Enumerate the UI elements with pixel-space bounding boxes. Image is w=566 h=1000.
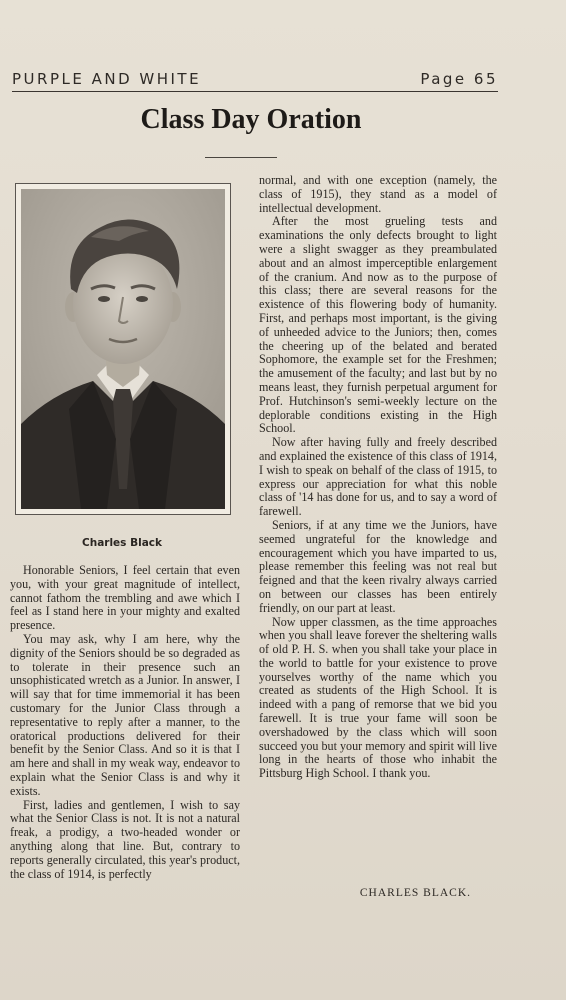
right-column bbox=[259, 174, 497, 781]
paragraph: First, ladies and gentlemen, I wish to say what the Senior Class is not. It is not a natural freak, a prodigy, a two-headed wonder or anything along that line. But, contrary to reports generally circulated, this year's product, the class of 1914, is perfectly bbox=[10, 797, 240, 881]
photo-caption: Charles Black bbox=[82, 537, 162, 549]
paragraph: After the most grueling tests and examinations the only defects brought to light were a slight swagger as they preambulated about and an almost imperceptible enlargement of the cranium. And now as to the purpose of this class; there are several reasons for the existence of this flowering body of humanity. First, and perhaps most important, is the giving of unheeded advice to the Juniors; then, comes the cheering up of the belated and berated Sophomore, the example set for the Freshmen; the amusement of the faculty; and last but by no means least, they furnish perpetual argument for Prof. Hutchinson's semi-weekly lecture on the deplorable conditions existing in the High School. bbox=[259, 214, 497, 436]
article-title: Class Day Oration bbox=[140, 104, 362, 135]
author-signature: CHARLES BLACK. bbox=[359, 887, 471, 899]
paragraph: Seniors, if at any time we the Juniors, have seemed ungrateful for the knowledge and encouragement which you have imparted to us, please remember this feeling was not real but feigned and that the keen rivalry always carried on between our classes has been entirely friendly, on our part at least. bbox=[259, 517, 497, 615]
paragraph: Honorable Seniors, I feel certain that even you, with your great magnitude of intellect, cannot fathom the trembling and awe which I feel as I stand here in your mighty and exalted presence. bbox=[10, 563, 240, 633]
portrait-photo bbox=[21, 189, 225, 509]
publication-name: PURPLE AND WHITE bbox=[12, 70, 202, 88]
portrait-illustration bbox=[21, 189, 225, 509]
paragraph: You may ask, why I am here, why the dignity of the Seniors should be so degraded as to tolerate in their presence such an unsophisticated wretch as a Junior. In answer, I will say that for time immemorial it has been customary for the Junior Class through a representative to reply after a manner, to the oratorical productions delivered for their benefit by the Senior Class. And so it is that I am here and shall in my weak way, endeavor to explain what the Senior Class is and why it exists. bbox=[10, 631, 240, 798]
paragraph: Now after having fully and freely described and explained the existence of this class of 1914, I wish to speak on behalf of the class of 1915, to express our appreciation for what this noble class of '14 has done for us, and to say a word of farewell. bbox=[259, 435, 497, 519]
title-divider bbox=[205, 157, 277, 158]
page-number: Page 65 bbox=[420, 70, 498, 88]
paragraph-continuation: normal, and with one exception (namely, the class of 1915), they stand as a model of intellectual development. bbox=[259, 173, 497, 215]
running-header bbox=[12, 70, 498, 88]
header-rule bbox=[12, 91, 498, 92]
left-column bbox=[10, 564, 240, 881]
portrait-photo-frame bbox=[15, 183, 231, 515]
paragraph: Now upper classmen, as the time approaches when you shall leave forever the sheltering walls of old P. H. S. when you shall take your place in the world to battle for your existence to prove yourselves worthy of the name which you created as students of the High School. It is indeed with a pang of remorse that we bid you farewell. It is true your fame will soon be overshadowed by the class which will soon succeed you but your memory and spirit will live long in the hearts of those who inhabit the Pittsburg High School. I thank you. bbox=[259, 614, 497, 781]
